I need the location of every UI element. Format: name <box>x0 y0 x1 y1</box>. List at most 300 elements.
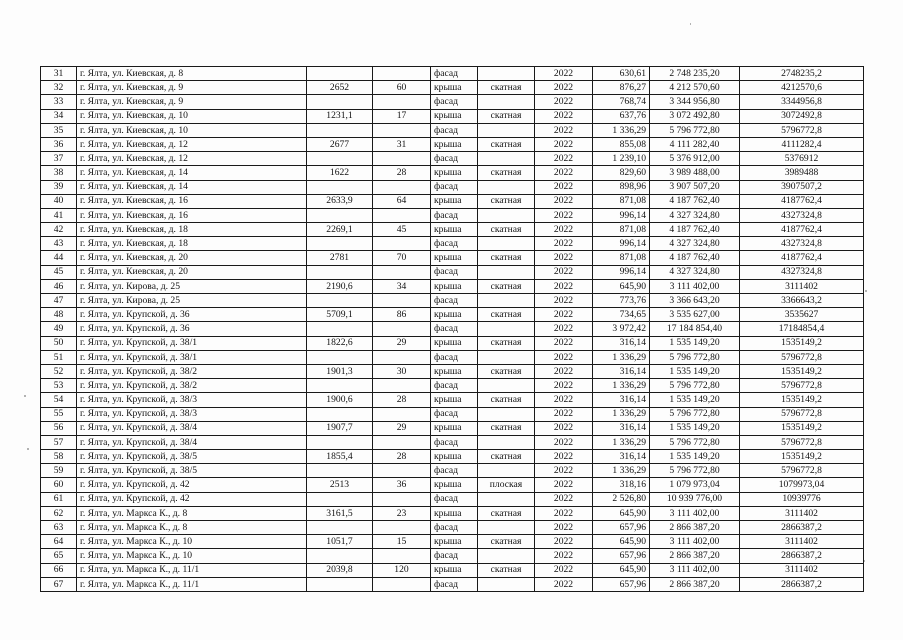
area-cell <box>307 180 373 194</box>
work-type-cell: фасад <box>431 294 478 308</box>
total-cell: 3344956,8 <box>740 95 864 109</box>
roof-type-cell <box>478 407 535 421</box>
area-cell: 1907,7 <box>307 421 373 435</box>
count-cell <box>373 322 431 336</box>
area-cell: 2677 <box>307 137 373 151</box>
year-cell: 2022 <box>535 379 593 393</box>
unit-cost-cell: 1 336,29 <box>593 123 650 137</box>
scan-speck <box>24 395 26 397</box>
work-type-cell: фасад <box>431 407 478 421</box>
area-cell: 5709,1 <box>307 308 373 322</box>
year-cell: 2022 <box>535 294 593 308</box>
work-type-cell: фасад <box>431 521 478 535</box>
table-row <box>41 194 864 208</box>
roof-type-cell <box>478 67 535 81</box>
table-row <box>41 393 864 407</box>
area-cell <box>307 322 373 336</box>
area-cell: 1231,1 <box>307 109 373 123</box>
table-row <box>41 294 864 308</box>
table-row <box>41 265 864 279</box>
work-type-cell: крыша <box>431 393 478 407</box>
unit-cost-cell: 630,61 <box>593 67 650 81</box>
address-cell: г. Ялта, ул. Крупской, д. 38/5 <box>77 464 307 478</box>
work-type-cell: крыша <box>431 478 478 492</box>
cost-cell: 4 187 762,40 <box>650 223 740 237</box>
total-cell: 3072492,8 <box>740 109 864 123</box>
cost-cell: 3 907 507,20 <box>650 180 740 194</box>
work-type-cell: фасад <box>431 67 478 81</box>
unit-cost-cell: 1 336,29 <box>593 379 650 393</box>
area-cell <box>307 265 373 279</box>
address-cell: г. Ялта, ул. Киевская, д. 20 <box>77 265 307 279</box>
year-cell: 2022 <box>535 364 593 378</box>
address-cell: г. Ялта, ул. Киевская, д. 14 <box>77 166 307 180</box>
cost-cell: 4 187 762,40 <box>650 251 740 265</box>
area-cell: 1855,4 <box>307 450 373 464</box>
row-number: 36 <box>41 137 77 151</box>
year-cell: 2022 <box>535 208 593 222</box>
year-cell: 2022 <box>535 237 593 251</box>
year-cell: 2022 <box>535 435 593 449</box>
unit-cost-cell: 657,96 <box>593 549 650 563</box>
cost-cell: 1 535 149,20 <box>650 364 740 378</box>
row-number: 56 <box>41 421 77 435</box>
work-type-cell: крыша <box>431 223 478 237</box>
roof-type-cell: скатная <box>478 364 535 378</box>
row-number: 66 <box>41 563 77 577</box>
area-cell: 2513 <box>307 478 373 492</box>
unit-cost-cell: 645,90 <box>593 563 650 577</box>
area-cell: 2652 <box>307 81 373 95</box>
unit-cost-cell: 898,96 <box>593 180 650 194</box>
roof-type-cell: скатная <box>478 563 535 577</box>
roof-type-cell <box>478 521 535 535</box>
work-type-cell: фасад <box>431 577 478 591</box>
count-cell <box>373 294 431 308</box>
total-cell: 1535149,2 <box>740 421 864 435</box>
total-cell: 3989488 <box>740 166 864 180</box>
cost-cell: 3 111 402,00 <box>650 506 740 520</box>
cost-cell: 17 184 854,40 <box>650 322 740 336</box>
table-row <box>41 464 864 478</box>
area-cell <box>307 492 373 506</box>
area-cell <box>307 95 373 109</box>
year-cell: 2022 <box>535 223 593 237</box>
table-row <box>41 563 864 577</box>
total-cell: 2866387,2 <box>740 521 864 535</box>
area-cell: 2039,8 <box>307 563 373 577</box>
work-type-cell: крыша <box>431 166 478 180</box>
table-row <box>41 137 864 151</box>
total-cell: 1535149,2 <box>740 336 864 350</box>
roof-type-cell: плоская <box>478 478 535 492</box>
address-cell: г. Ялта, ул. Крупской, д. 38/2 <box>77 379 307 393</box>
row-number: 60 <box>41 478 77 492</box>
count-cell <box>373 407 431 421</box>
total-cell: 4327324,8 <box>740 237 864 251</box>
address-cell: г. Ялта, ул. Крупской, д. 38/1 <box>77 336 307 350</box>
work-type-cell: фасад <box>431 237 478 251</box>
table-row <box>41 223 864 237</box>
table-row <box>41 180 864 194</box>
total-cell: 3535627 <box>740 308 864 322</box>
address-cell: г. Ялта, ул. Крупской, д. 36 <box>77 322 307 336</box>
address-cell: г. Ялта, ул. Маркса К., д. 10 <box>77 535 307 549</box>
cost-cell: 1 535 149,20 <box>650 336 740 350</box>
row-number: 58 <box>41 450 77 464</box>
year-cell: 2022 <box>535 322 593 336</box>
address-cell: г. Ялта, ул. Киевская, д. 9 <box>77 95 307 109</box>
unit-cost-cell: 316,14 <box>593 421 650 435</box>
row-number: 37 <box>41 152 77 166</box>
total-cell: 4327324,8 <box>740 208 864 222</box>
unit-cost-cell: 871,08 <box>593 251 650 265</box>
unit-cost-cell: 1 239,10 <box>593 152 650 166</box>
table-row <box>41 237 864 251</box>
unit-cost-cell: 773,76 <box>593 294 650 308</box>
row-number: 41 <box>41 208 77 222</box>
work-type-cell: крыша <box>431 308 478 322</box>
count-cell <box>373 67 431 81</box>
area-cell: 1901,3 <box>307 364 373 378</box>
address-cell: г. Ялта, ул. Крупской, д. 42 <box>77 492 307 506</box>
address-cell: г. Ялта, ул. Киевская, д. 12 <box>77 137 307 151</box>
table-row <box>41 123 864 137</box>
unit-cost-cell: 645,90 <box>593 279 650 293</box>
year-cell: 2022 <box>535 478 593 492</box>
row-number: 64 <box>41 535 77 549</box>
table-row <box>41 521 864 535</box>
area-cell: 2633,9 <box>307 194 373 208</box>
total-cell: 2866387,2 <box>740 577 864 591</box>
table-row <box>41 350 864 364</box>
roof-type-cell: скатная <box>478 506 535 520</box>
area-cell <box>307 294 373 308</box>
address-cell: г. Ялта, ул. Киевская, д. 16 <box>77 194 307 208</box>
table-row <box>41 251 864 265</box>
work-type-cell: крыша <box>431 450 478 464</box>
row-number: 62 <box>41 506 77 520</box>
cost-cell: 1 535 149,20 <box>650 450 740 464</box>
table-row <box>41 535 864 549</box>
total-cell: 5796772,8 <box>740 407 864 421</box>
roof-type-cell <box>478 180 535 194</box>
roof-type-cell: скатная <box>478 81 535 95</box>
total-cell: 1079973,04 <box>740 478 864 492</box>
cost-cell: 2 866 387,20 <box>650 577 740 591</box>
cost-cell: 5 796 772,80 <box>650 123 740 137</box>
table-row <box>41 208 864 222</box>
unit-cost-cell: 645,90 <box>593 535 650 549</box>
count-cell: 60 <box>373 81 431 95</box>
repair-registry-table <box>40 66 864 592</box>
row-number: 38 <box>41 166 77 180</box>
row-number: 42 <box>41 223 77 237</box>
address-cell: г. Ялта, ул. Кирова, д. 25 <box>77 294 307 308</box>
unit-cost-cell: 871,08 <box>593 194 650 208</box>
area-cell <box>307 237 373 251</box>
count-cell <box>373 350 431 364</box>
work-type-cell: крыша <box>431 251 478 265</box>
table-row <box>41 492 864 506</box>
cost-cell: 10 939 776,00 <box>650 492 740 506</box>
unit-cost-cell: 316,14 <box>593 450 650 464</box>
work-type-cell: крыша <box>431 421 478 435</box>
table-body <box>41 67 864 592</box>
address-cell: г. Ялта, ул. Киевская, д. 10 <box>77 109 307 123</box>
row-number: 44 <box>41 251 77 265</box>
total-cell: 5796772,8 <box>740 123 864 137</box>
count-cell <box>373 152 431 166</box>
roof-type-cell: скатная <box>478 336 535 350</box>
unit-cost-cell: 768,74 <box>593 95 650 109</box>
total-cell: 10939776 <box>740 492 864 506</box>
table-row <box>41 166 864 180</box>
cost-cell: 2 748 235,20 <box>650 67 740 81</box>
cost-cell: 3 072 492,80 <box>650 109 740 123</box>
area-cell: 2190,6 <box>307 279 373 293</box>
row-number: 54 <box>41 393 77 407</box>
total-cell: 5376912 <box>740 152 864 166</box>
cost-cell: 4 327 324,80 <box>650 265 740 279</box>
table-row <box>41 478 864 492</box>
address-cell: г. Ялта, ул. Крупской, д. 38/4 <box>77 435 307 449</box>
row-number: 31 <box>41 67 77 81</box>
total-cell: 3111402 <box>740 535 864 549</box>
area-cell <box>307 379 373 393</box>
year-cell: 2022 <box>535 407 593 421</box>
scan-speck <box>27 448 29 450</box>
count-cell: 15 <box>373 535 431 549</box>
count-cell <box>373 464 431 478</box>
count-cell: 30 <box>373 364 431 378</box>
cost-cell: 3 111 402,00 <box>650 535 740 549</box>
address-cell: г. Ялта, ул. Маркса К., д. 8 <box>77 506 307 520</box>
year-cell: 2022 <box>535 521 593 535</box>
roof-type-cell: скатная <box>478 251 535 265</box>
cost-cell: 3 989 488,00 <box>650 166 740 180</box>
total-cell: 4111282,4 <box>740 137 864 151</box>
total-cell: 4212570,6 <box>740 81 864 95</box>
table-row <box>41 407 864 421</box>
cost-cell: 5 796 772,80 <box>650 464 740 478</box>
roof-type-cell: скатная <box>478 194 535 208</box>
table-row <box>41 109 864 123</box>
address-cell: г. Ялта, ул. Крупской, д. 38/4 <box>77 421 307 435</box>
cost-cell: 2 866 387,20 <box>650 521 740 535</box>
cost-cell: 1 535 149,20 <box>650 421 740 435</box>
scan-speck <box>690 23 691 25</box>
roof-type-cell: скатная <box>478 450 535 464</box>
address-cell: г. Ялта, ул. Киевская, д. 12 <box>77 152 307 166</box>
count-cell <box>373 208 431 222</box>
row-number: 39 <box>41 180 77 194</box>
work-type-cell: фасад <box>431 464 478 478</box>
count-cell: 28 <box>373 166 431 180</box>
unit-cost-cell: 876,27 <box>593 81 650 95</box>
unit-cost-cell: 1 336,29 <box>593 464 650 478</box>
row-number: 53 <box>41 379 77 393</box>
year-cell: 2022 <box>535 279 593 293</box>
table-row <box>41 336 864 350</box>
row-number: 59 <box>41 464 77 478</box>
year-cell: 2022 <box>535 464 593 478</box>
cost-cell: 5 376 912,00 <box>650 152 740 166</box>
unit-cost-cell: 316,14 <box>593 336 650 350</box>
unit-cost-cell: 855,08 <box>593 137 650 151</box>
year-cell: 2022 <box>535 152 593 166</box>
roof-type-cell <box>478 379 535 393</box>
address-cell: г. Ялта, ул. Кирова, д. 25 <box>77 279 307 293</box>
unit-cost-cell: 316,14 <box>593 393 650 407</box>
address-cell: г. Ялта, ул. Крупской, д. 38/1 <box>77 350 307 364</box>
work-type-cell: фасад <box>431 350 478 364</box>
roof-type-cell: скатная <box>478 166 535 180</box>
cost-cell: 3 535 627,00 <box>650 308 740 322</box>
year-cell: 2022 <box>535 577 593 591</box>
table-row <box>41 450 864 464</box>
cost-cell: 4 111 282,40 <box>650 137 740 151</box>
roof-type-cell: скатная <box>478 535 535 549</box>
row-number: 65 <box>41 549 77 563</box>
row-number: 48 <box>41 308 77 322</box>
address-cell: г. Ялта, ул. Крупской, д. 38/5 <box>77 450 307 464</box>
count-cell: 28 <box>373 450 431 464</box>
cost-cell: 1 079 973,04 <box>650 478 740 492</box>
roof-type-cell <box>478 208 535 222</box>
roof-type-cell <box>478 577 535 591</box>
work-type-cell: крыша <box>431 535 478 549</box>
total-cell: 4187762,4 <box>740 194 864 208</box>
unit-cost-cell: 3 972,42 <box>593 322 650 336</box>
year-cell: 2022 <box>535 421 593 435</box>
work-type-cell: крыша <box>431 364 478 378</box>
roof-type-cell <box>478 294 535 308</box>
year-cell: 2022 <box>535 336 593 350</box>
cost-cell: 4 327 324,80 <box>650 208 740 222</box>
work-type-cell: фасад <box>431 322 478 336</box>
count-cell <box>373 123 431 137</box>
row-number: 50 <box>41 336 77 350</box>
roof-type-cell <box>478 435 535 449</box>
unit-cost-cell: 996,14 <box>593 265 650 279</box>
year-cell: 2022 <box>535 137 593 151</box>
work-type-cell: фасад <box>431 95 478 109</box>
work-type-cell: крыша <box>431 279 478 293</box>
cost-cell: 4 187 762,40 <box>650 194 740 208</box>
year-cell: 2022 <box>535 251 593 265</box>
cost-cell: 4 212 570,60 <box>650 81 740 95</box>
row-number: 67 <box>41 577 77 591</box>
row-number: 57 <box>41 435 77 449</box>
roof-type-cell <box>478 350 535 364</box>
row-number: 33 <box>41 95 77 109</box>
cost-cell: 3 344 956,80 <box>650 95 740 109</box>
roof-type-cell: скатная <box>478 279 535 293</box>
total-cell: 2748235,2 <box>740 67 864 81</box>
table-row <box>41 364 864 378</box>
total-cell: 4187762,4 <box>740 223 864 237</box>
address-cell: г. Ялта, ул. Киевская, д. 20 <box>77 251 307 265</box>
work-type-cell: крыша <box>431 336 478 350</box>
work-type-cell: крыша <box>431 109 478 123</box>
unit-cost-cell: 829,60 <box>593 166 650 180</box>
address-cell: г. Ялта, ул. Крупской, д. 38/3 <box>77 407 307 421</box>
unit-cost-cell: 316,14 <box>593 364 650 378</box>
cost-cell: 5 796 772,80 <box>650 350 740 364</box>
roof-type-cell <box>478 237 535 251</box>
work-type-cell: фасад <box>431 549 478 563</box>
work-type-cell: фасад <box>431 152 478 166</box>
year-cell: 2022 <box>535 549 593 563</box>
unit-cost-cell: 996,14 <box>593 237 650 251</box>
roof-type-cell <box>478 492 535 506</box>
count-cell: 17 <box>373 109 431 123</box>
area-cell: 1051,7 <box>307 535 373 549</box>
unit-cost-cell: 637,76 <box>593 109 650 123</box>
count-cell <box>373 521 431 535</box>
total-cell: 17184854,4 <box>740 322 864 336</box>
cost-cell: 5 796 772,80 <box>650 379 740 393</box>
area-cell: 1622 <box>307 166 373 180</box>
table-row <box>41 81 864 95</box>
count-cell <box>373 237 431 251</box>
row-number: 47 <box>41 294 77 308</box>
area-cell <box>307 152 373 166</box>
area-cell <box>307 464 373 478</box>
work-type-cell: фасад <box>431 208 478 222</box>
area-cell: 2269,1 <box>307 223 373 237</box>
address-cell: г. Ялта, ул. Крупской, д. 36 <box>77 308 307 322</box>
row-number: 46 <box>41 279 77 293</box>
row-number: 32 <box>41 81 77 95</box>
cost-cell: 3 111 402,00 <box>650 279 740 293</box>
cost-cell: 3 366 643,20 <box>650 294 740 308</box>
total-cell: 2866387,2 <box>740 549 864 563</box>
cost-cell: 1 535 149,20 <box>650 393 740 407</box>
table-row <box>41 421 864 435</box>
total-cell: 3366643,2 <box>740 294 864 308</box>
work-type-cell: фасад <box>431 492 478 506</box>
row-number: 63 <box>41 521 77 535</box>
unit-cost-cell: 318,16 <box>593 478 650 492</box>
year-cell: 2022 <box>535 67 593 81</box>
roof-type-cell <box>478 464 535 478</box>
count-cell: 45 <box>373 223 431 237</box>
roof-type-cell <box>478 152 535 166</box>
work-type-cell: крыша <box>431 506 478 520</box>
unit-cost-cell: 871,08 <box>593 223 650 237</box>
year-cell: 2022 <box>535 506 593 520</box>
roof-type-cell <box>478 322 535 336</box>
count-cell: 86 <box>373 308 431 322</box>
address-cell: г. Ялта, ул. Маркса К., д. 11/1 <box>77 563 307 577</box>
area-cell <box>307 521 373 535</box>
count-cell <box>373 435 431 449</box>
year-cell: 2022 <box>535 109 593 123</box>
row-number: 34 <box>41 109 77 123</box>
table-row <box>41 95 864 109</box>
unit-cost-cell: 657,96 <box>593 521 650 535</box>
year-cell: 2022 <box>535 350 593 364</box>
area-cell: 2781 <box>307 251 373 265</box>
unit-cost-cell: 645,90 <box>593 506 650 520</box>
roof-type-cell: скатная <box>478 223 535 237</box>
year-cell: 2022 <box>535 393 593 407</box>
total-cell: 4187762,4 <box>740 251 864 265</box>
table-row <box>41 322 864 336</box>
table-row <box>41 152 864 166</box>
